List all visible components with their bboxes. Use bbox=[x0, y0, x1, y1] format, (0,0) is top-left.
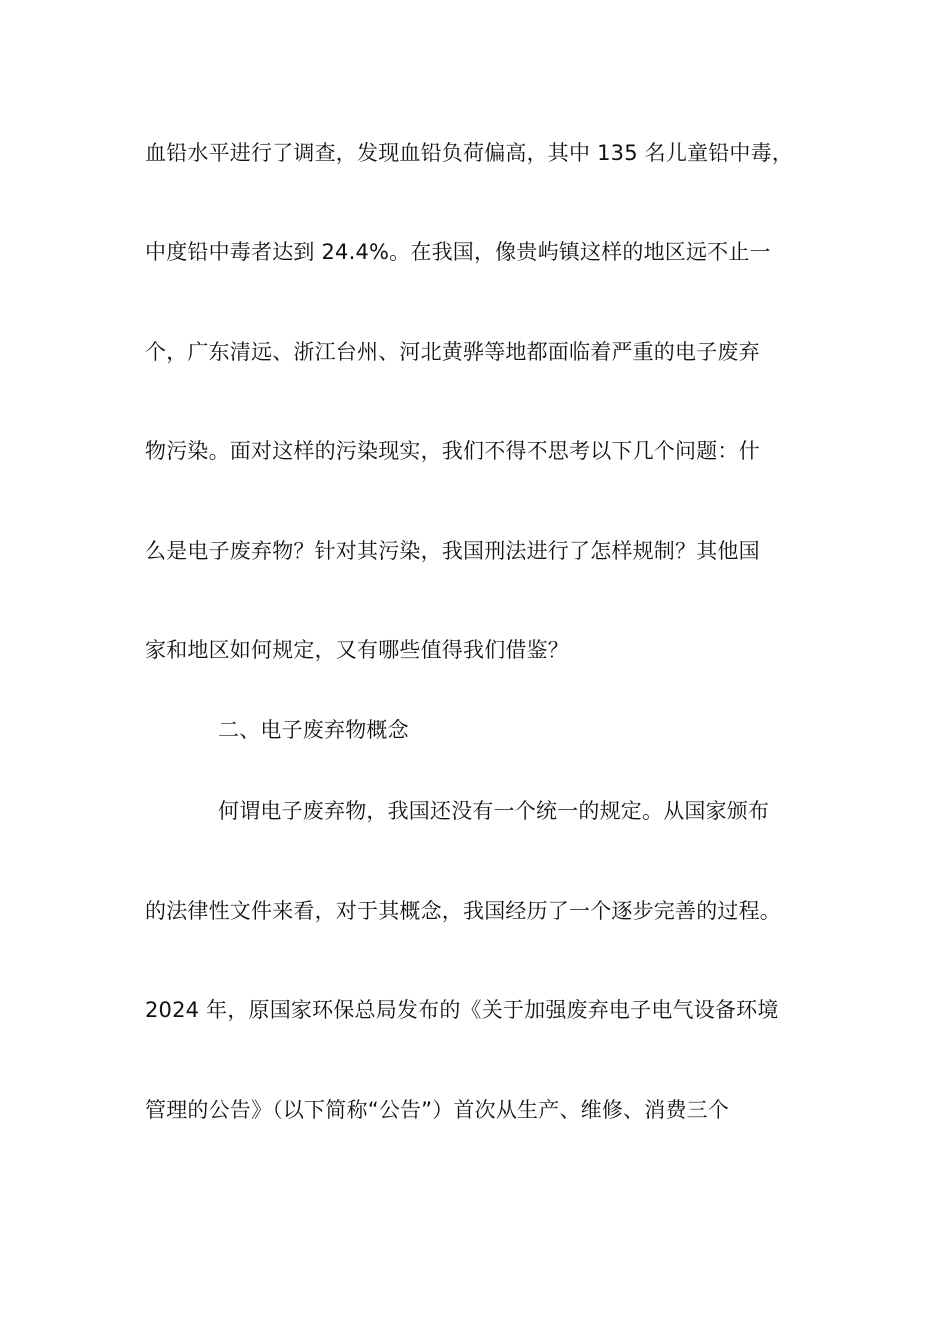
paragraph-line: 中度铅中毒者达到 24.4%。在我国，像贵屿镇这样的地区远不止一 bbox=[145, 240, 771, 264]
paragraph-line: 血铅水平进行了调查，发现血铅负荷偏高，其中 135 名儿童铅中毒， bbox=[145, 141, 794, 165]
paragraph-line: 个，广东清远、浙江台州、河北黄骅等地都面临着严重的电子废弃 bbox=[145, 340, 760, 364]
paragraph-line: 物污染。面对这样的污染现实，我们不得不思考以下几个问题：什 bbox=[145, 439, 760, 463]
paragraph-line: 的法律性文件来看，对于其概念，我国经历了一个逐步完善的过程。 bbox=[145, 899, 781, 923]
section-heading: 二、电子废弃物概念 bbox=[218, 718, 409, 742]
paragraph-line: 家和地区如何规定，又有哪些值得我们借鉴？ bbox=[145, 638, 569, 662]
paragraph-line: 何谓电子废弃物，我国还没有一个统一的规定。从国家颁布 bbox=[218, 799, 770, 823]
paragraph-line: 管理的公告》（以下简称“公告”）首次从生产、维修、消费三个 bbox=[145, 1098, 730, 1122]
paragraph-line: 2024 年，原国家环保总局发布的《关于加强废弃电子电气设备环境 bbox=[145, 998, 779, 1022]
paragraph-line: 么是电子废弃物？针对其污染，我国刑法进行了怎样规制？其他国 bbox=[145, 539, 760, 563]
